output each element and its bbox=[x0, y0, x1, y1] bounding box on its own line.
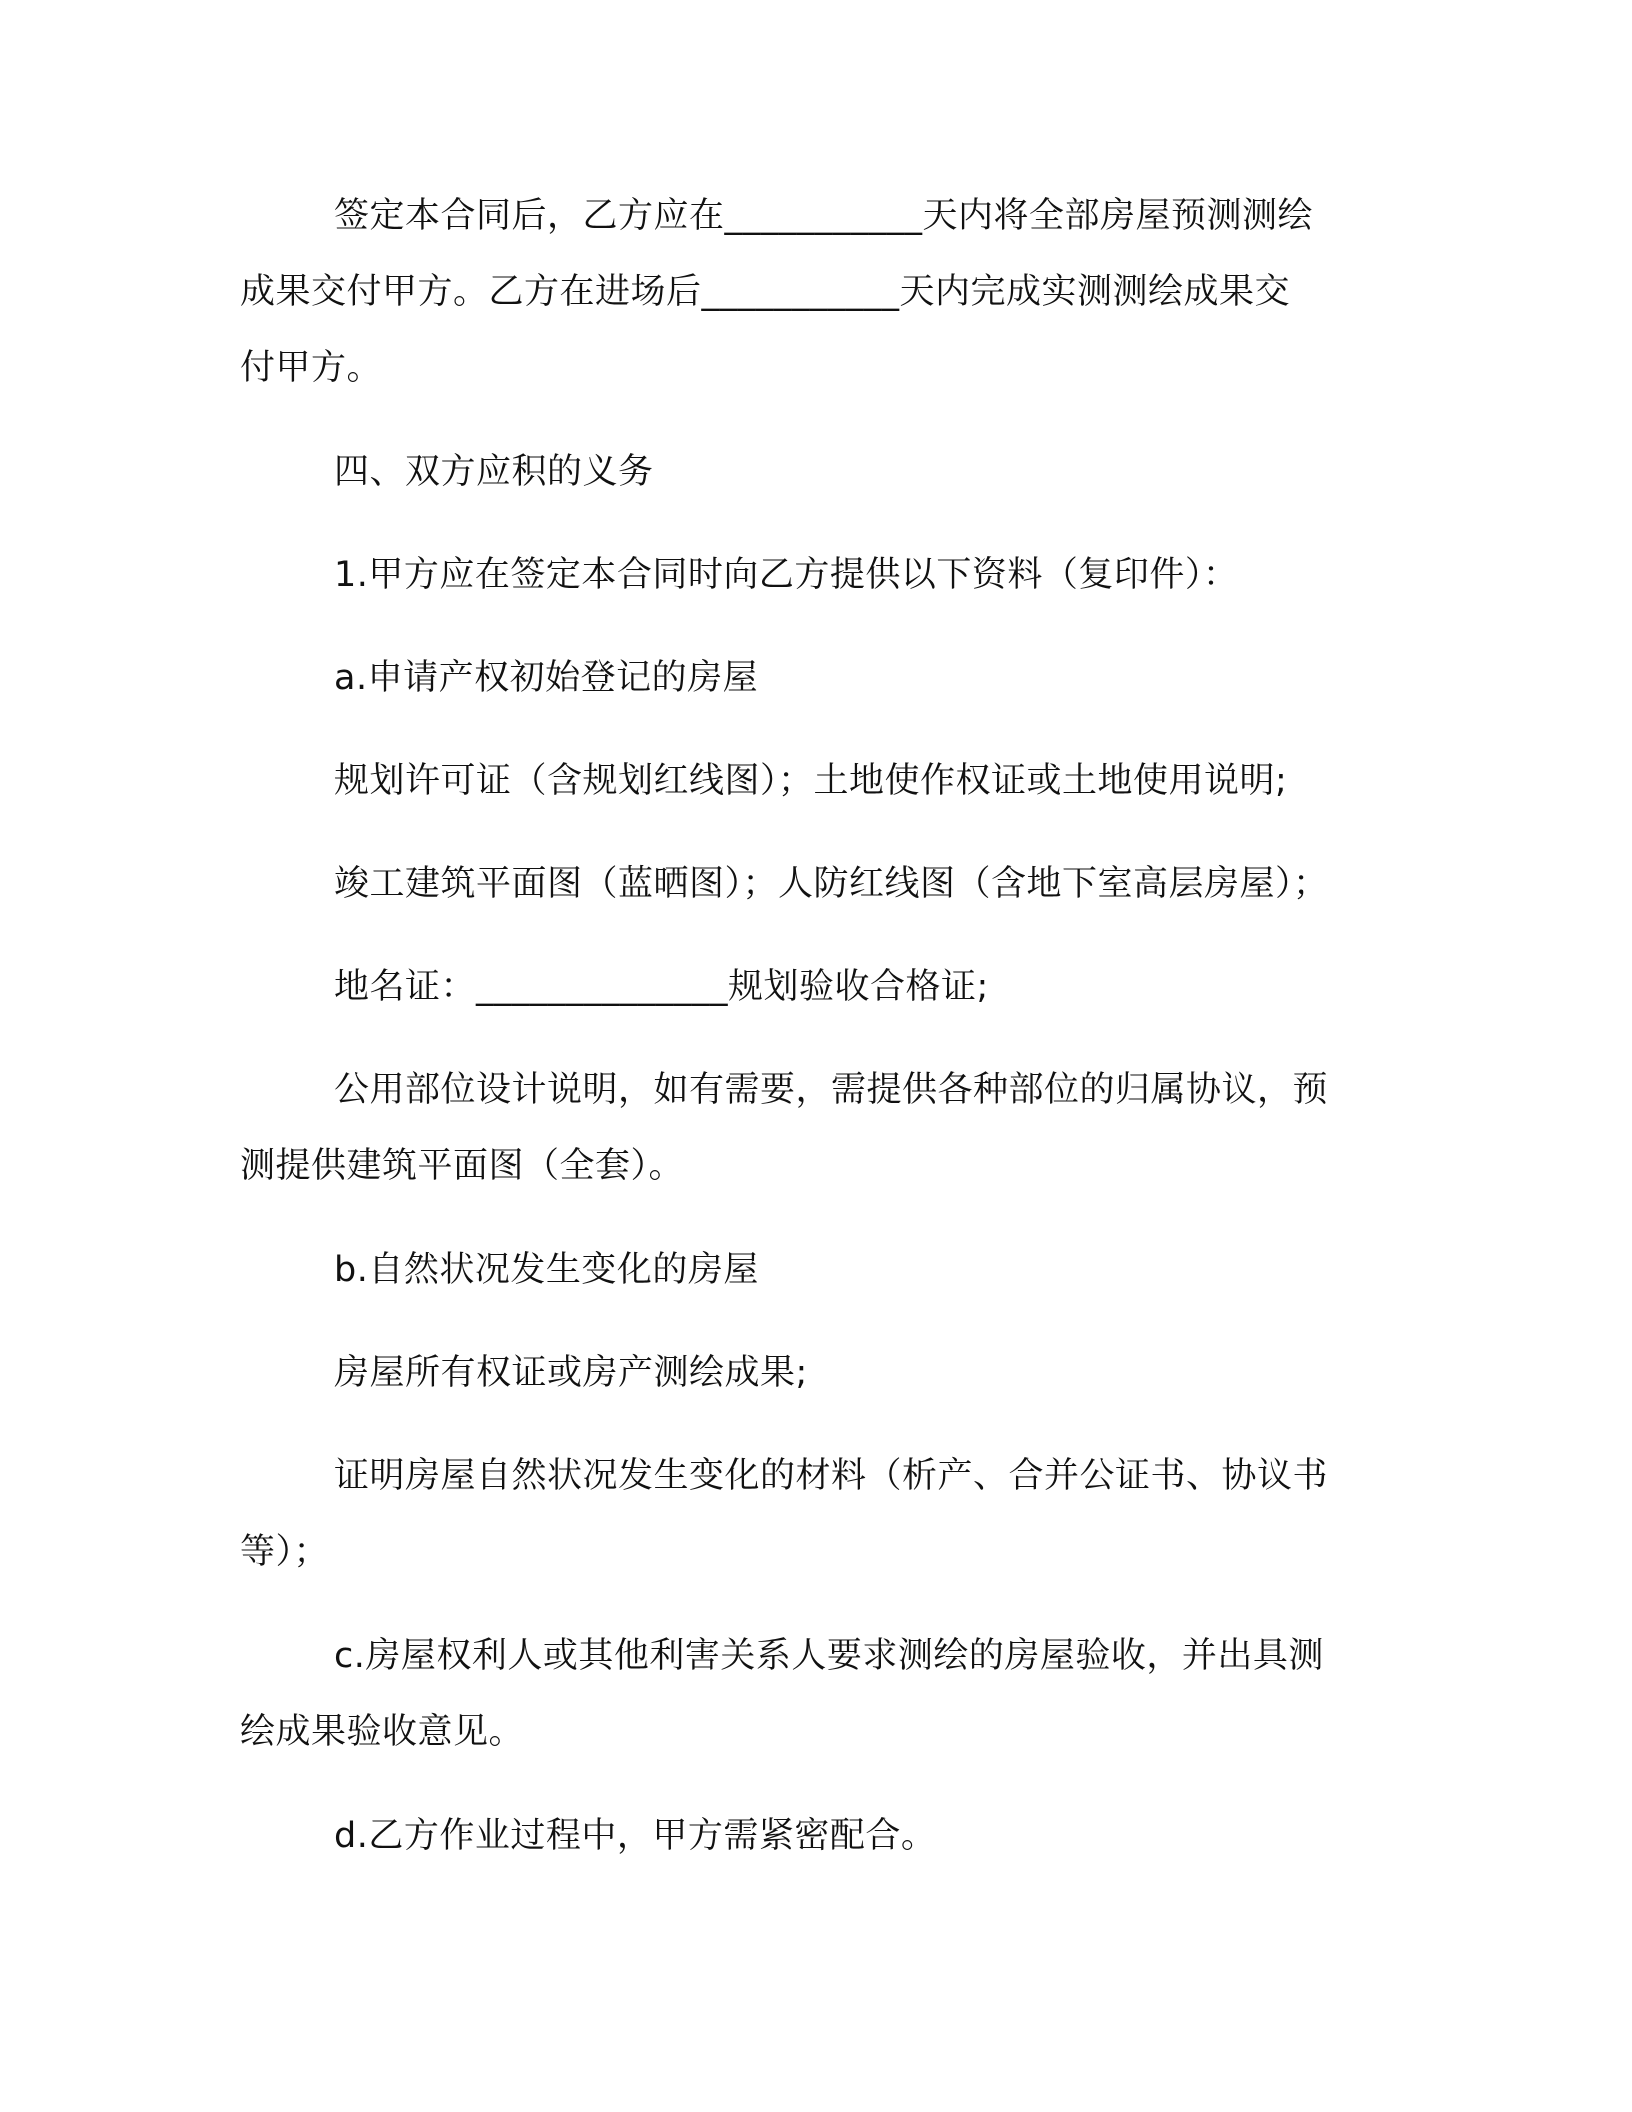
paragraph-change-evidence bbox=[240, 1438, 1400, 1590]
paragraph-line: 绘成果验收意见。 bbox=[240, 1712, 525, 1752]
paragraph-line: 规划许可证（含规划红线图）；土地使作权证或土地使用说明; bbox=[334, 761, 1288, 801]
item-d-paragraph bbox=[240, 1798, 1400, 1874]
paragraph-line: 证明房屋自然状况发生变化的材料（析产、合并公证书、协议书 bbox=[334, 1456, 1329, 1496]
paragraph-line: d.乙方作业过程中，甲方需紧密配合。 bbox=[334, 1816, 937, 1856]
paragraph-line: a.申请产权初始登记的房屋 bbox=[334, 658, 759, 698]
paragraph-line: 竣工建筑平面图（蓝晒图）；人防红线图（含地下室高层房屋）； bbox=[334, 864, 1329, 904]
paragraph-line: c.房屋权利人或其他利害关系人要求测绘的房屋验收，并出具测 bbox=[334, 1636, 1324, 1676]
paragraph-line: 付甲方。 bbox=[240, 348, 383, 388]
paragraph-delivery-schedule bbox=[240, 178, 1400, 406]
paragraph-line: 测提供建筑平面图（全套）。 bbox=[240, 1146, 685, 1186]
paragraph-place-name-certificate bbox=[240, 949, 1400, 1025]
item-b-heading bbox=[240, 1232, 1400, 1308]
paragraph-line: 四、双方应积的义务 bbox=[334, 452, 654, 492]
paragraph-line: 房屋所有权证或房产测绘成果; bbox=[334, 1353, 808, 1393]
item-c-paragraph bbox=[240, 1618, 1400, 1770]
paragraph-line: 等）； bbox=[240, 1532, 330, 1572]
paragraph-line: b.自然状况发生变化的房屋 bbox=[334, 1250, 759, 1290]
paragraph-line: 公用部位设计说明，如有需要，需提供各种部位的归属协议，预 bbox=[334, 1070, 1329, 1110]
section-heading-obligations bbox=[240, 434, 1400, 510]
paragraph-line: 成果交付甲方。乙方在进场后___________天内完成实测测绘成果交 bbox=[240, 272, 1291, 312]
paragraph-ownership-certificate bbox=[240, 1335, 1400, 1411]
paragraph-common-area-design bbox=[240, 1052, 1400, 1204]
paragraph-line: 1.甲方应在签定本合同时向乙方提供以下资料（复印件）： bbox=[334, 555, 1239, 595]
paragraph-party-a-materials bbox=[240, 537, 1400, 613]
paragraph-line: 地名证：______________规划验收合格证; bbox=[334, 967, 989, 1007]
paragraph-line: 签定本合同后，乙方应在___________天内将全部房屋预测测绘 bbox=[334, 196, 1314, 236]
paragraph-planning-permit bbox=[240, 743, 1400, 819]
item-a-heading bbox=[240, 640, 1400, 716]
paragraph-completion-drawings bbox=[240, 846, 1400, 922]
